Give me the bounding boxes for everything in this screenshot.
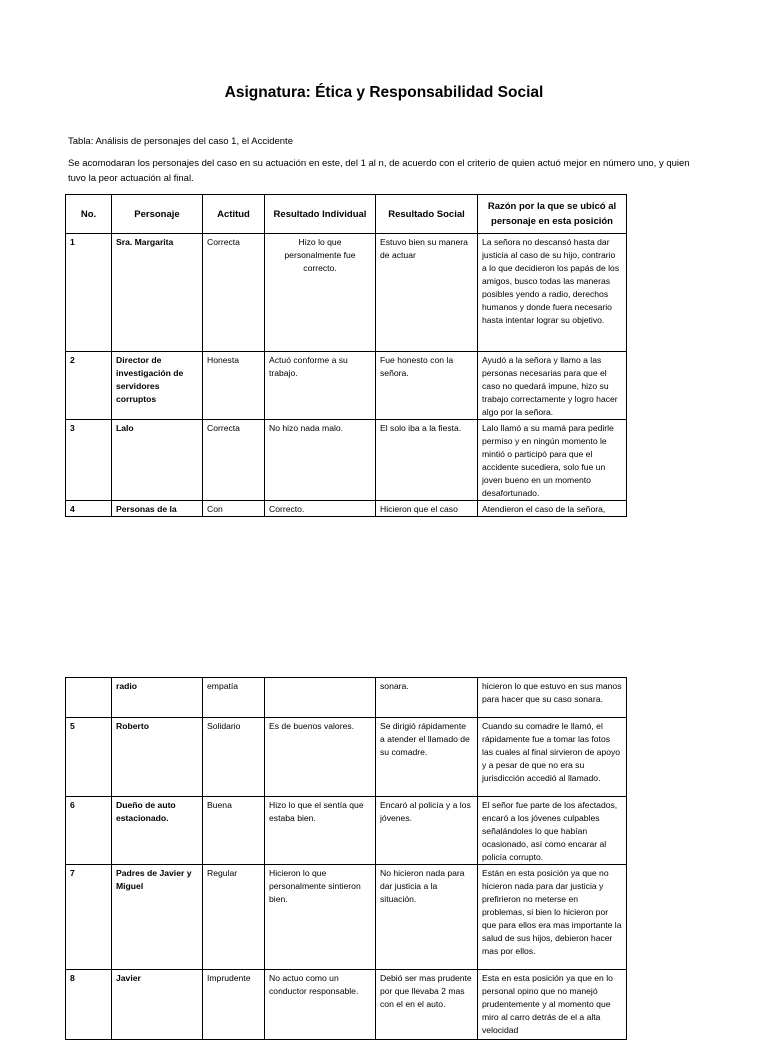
cell-actitud: Correcta	[203, 420, 265, 501]
cell-social: Se dirigió rápidamente a atender el llamado de su comadre.	[376, 718, 478, 797]
cell-actitud: Correcta	[203, 234, 265, 352]
cell-individual: No actuo como un conductor responsable.	[265, 970, 376, 1040]
table-row	[66, 501, 627, 517]
cell-individual: No hizo nada malo.	[265, 420, 376, 501]
cell-no: 5	[66, 718, 112, 797]
cell-individual: Hizo lo que personalmente fue correcto.	[265, 234, 376, 352]
document-title: Asignatura: Ética y Responsabilidad Social	[224, 84, 544, 101]
table-caption: Tabla: Análisis de personajes del caso 1, el Accidente	[68, 136, 293, 147]
cell-individual: Hicieron lo que personalmente sintieron bien.	[265, 865, 376, 970]
cell-no: 6	[66, 797, 112, 865]
header-social: Resultado Social	[376, 195, 478, 234]
characters-table	[65, 194, 627, 517]
cell-razon: hicieron lo que estuvo en sus manos para hacer que su caso sonara.	[478, 678, 627, 718]
table-row	[66, 797, 627, 865]
cell-razon: Lalo llamó a su mamá para pedirle permiso y en ningún momento le mintió o participó para que el accidente sucediera, solo fue un joven bueno en un momento desafortunado.	[478, 420, 627, 501]
cell-razon: Ayudó a la señora y llamo a las personas necesarias para que el caso no quedará impune, hizo su trabajo correctamente y logro hacer algo por la señora.	[478, 352, 627, 420]
intro-paragraph: Se acomodaran los personajes del caso en su actuación en este, del 1 al n, de acuerdo con el criterio de quien actuó mejor en número uno, y quien tuvo la peor actuación al final.	[68, 158, 690, 184]
cell-razon: La señora no descansó hasta dar justicia al caso de su hijo, contrario a lo que decidieron los papás de los amigos, busco todas las maneras posibles yendo a radio, derechos humanos y donde fuera necesario hasta intentar lograr su objetivo.	[478, 234, 627, 352]
characters-table-continued	[65, 677, 627, 1040]
cell-individual: Actuó conforme a su trabajo.	[265, 352, 376, 420]
cell-no: 1	[66, 234, 112, 352]
cell-social: Debió ser mas prudente por que llevaba 2 mas con el en el auto.	[376, 970, 478, 1040]
cell-personaje: Personas de la	[112, 501, 203, 517]
cell-social: No hicieron nada para dar justicia a la situación.	[376, 865, 478, 970]
header-actitud: Actitud	[203, 195, 265, 234]
cell-no: 8	[66, 970, 112, 1040]
cell-actitud: Con	[203, 501, 265, 517]
cell-social: sonara.	[376, 678, 478, 718]
table-row	[66, 678, 627, 718]
cell-actitud: empatía	[203, 678, 265, 718]
cell-actitud: Imprudente	[203, 970, 265, 1040]
table-header-row	[66, 195, 627, 234]
cell-personaje: Dueño de auto estacionado.	[112, 797, 203, 865]
cell-no: 2	[66, 352, 112, 420]
cell-individual: Hizo lo que el sentía que estaba bien.	[265, 797, 376, 865]
cell-razon: Esta en esta posición ya que en lo personal opino que no manejó prudentemente y al momento que miro al carro detrás de el a alta velocidad	[478, 970, 627, 1040]
cell-personaje: radio	[112, 678, 203, 718]
cell-social: Fue honesto con la señora.	[376, 352, 478, 420]
cell-personaje: Javier	[112, 970, 203, 1040]
cell-razon: Están en esta posición ya que no hicieron nada para dar justicia y prefirieron no meterse en problemas, si bien lo hicieron por que para ellos era mas importante la salud de sus hijos, debieron hacer mas por ellos.	[478, 865, 627, 970]
cell-razon: El señor fue parte de los afectados, encaró a los jóvenes culpables señalándoles lo que habían ocasionado, así como encarar al policía corrupto.	[478, 797, 627, 865]
table-row	[66, 234, 627, 352]
cell-personaje: Director de investigación de servidores corruptos	[112, 352, 203, 420]
cell-social: El solo iba a la fiesta.	[376, 420, 478, 501]
cell-social: Encaró al policía y a los jóvenes.	[376, 797, 478, 865]
header-individual: Resultado Individual	[265, 195, 376, 234]
cell-social: Hicieron que el caso	[376, 501, 478, 517]
cell-individual	[265, 678, 376, 718]
cell-personaje: Roberto	[112, 718, 203, 797]
table-row	[66, 420, 627, 501]
cell-personaje: Sra. Margarita	[112, 234, 203, 352]
cell-actitud: Solidario	[203, 718, 265, 797]
cell-social: Estuvo bien su manera de actuar	[376, 234, 478, 352]
header-no: No.	[66, 195, 112, 234]
cell-individual: Correcto.	[265, 501, 376, 517]
table-row	[66, 352, 627, 420]
table-row	[66, 970, 627, 1040]
table-row	[66, 718, 627, 797]
cell-actitud: Regular	[203, 865, 265, 970]
cell-individual: Es de buenos valores.	[265, 718, 376, 797]
cell-actitud: Honesta	[203, 352, 265, 420]
cell-razon: Atendieron el caso de la señora,	[478, 501, 627, 517]
table-row	[66, 865, 627, 970]
cell-no: 7	[66, 865, 112, 970]
cell-razon: Cuando su comadre le llamó, el rápidamente fue a tomar las fotos las cuales al final sirvieron de apoyo y a pesar de que no era su jurisdicción accedió al llamado.	[478, 718, 627, 797]
header-personaje: Personaje	[112, 195, 203, 234]
cell-personaje: Lalo	[112, 420, 203, 501]
cell-no: 3	[66, 420, 112, 501]
header-razon: Razón por la que se ubicó al personaje en esta posición	[478, 195, 627, 234]
cell-no: 4	[66, 501, 112, 517]
cell-personaje: Padres de Javier y Miguel	[112, 865, 203, 970]
cell-no	[66, 678, 112, 718]
cell-actitud: Buena	[203, 797, 265, 865]
